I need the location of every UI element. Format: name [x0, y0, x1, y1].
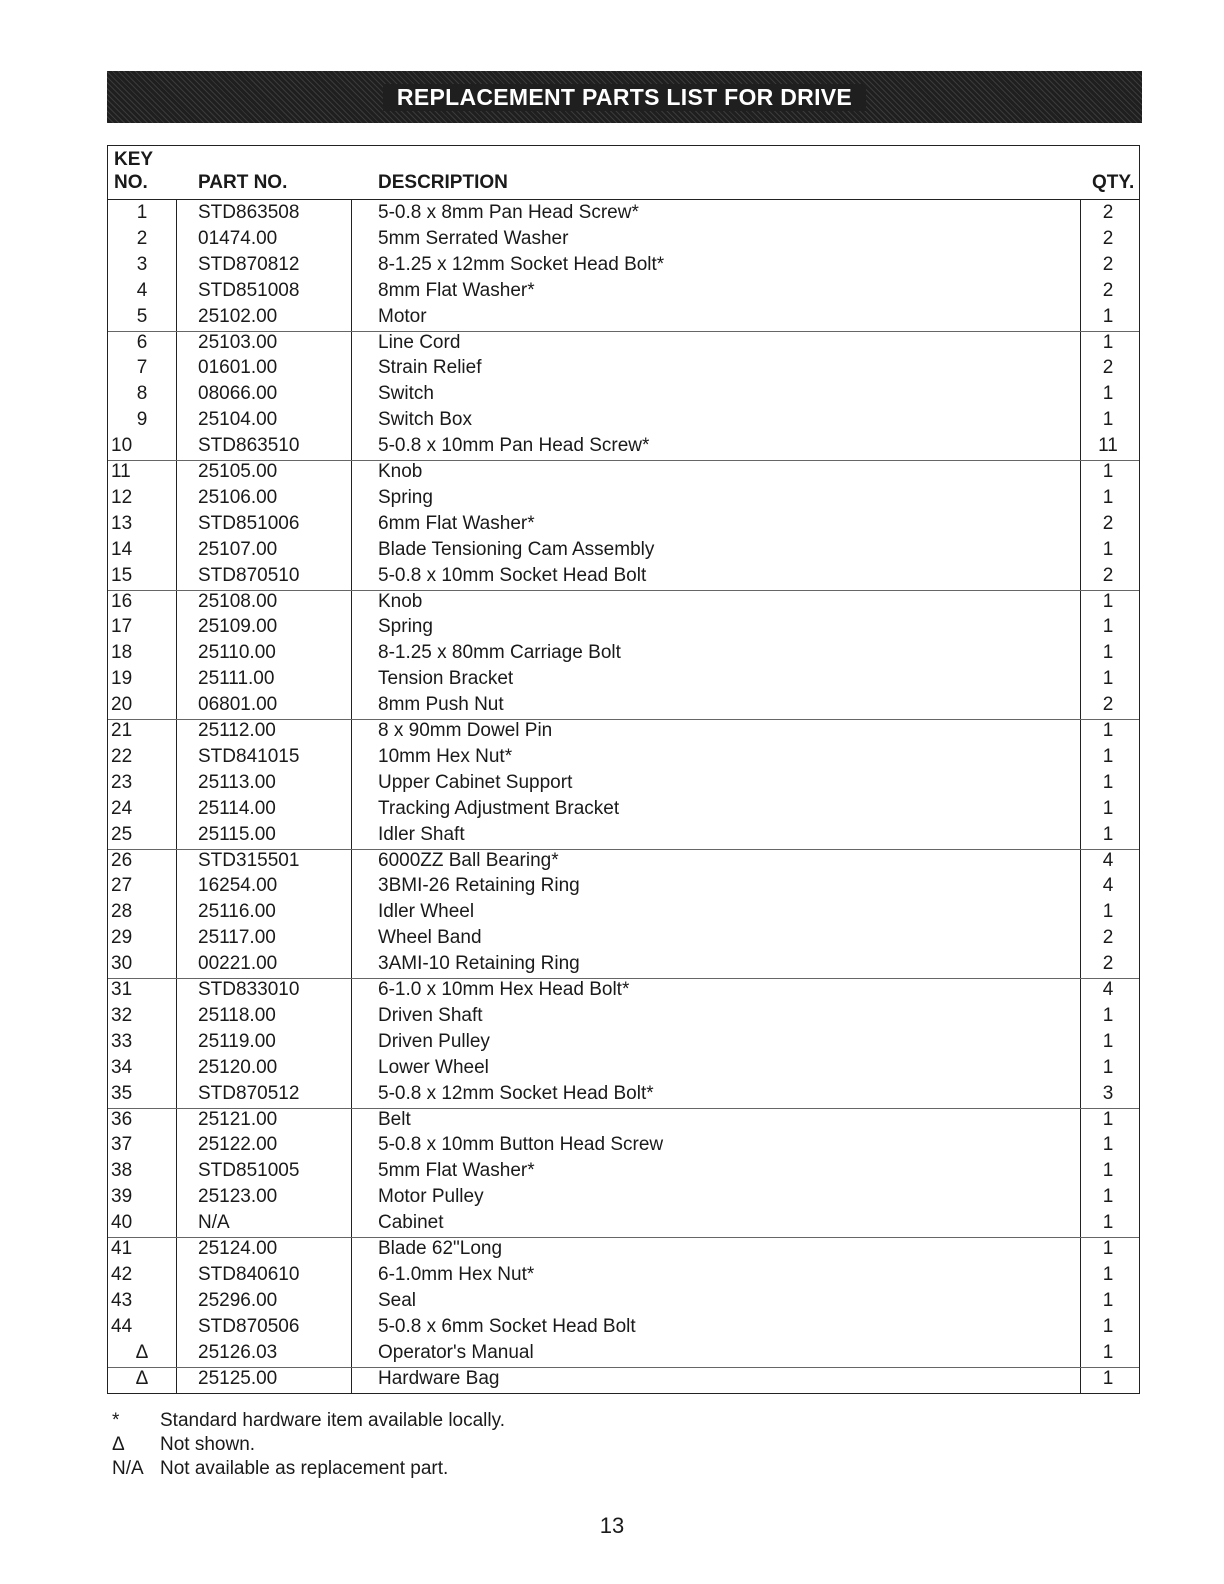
quantity-cell: 1: [1102, 538, 1114, 560]
part-number-cell: 01474.00: [198, 227, 278, 249]
quantity-cell: 11: [1098, 435, 1118, 457]
quantity-cell: 2: [1102, 564, 1114, 586]
description-cell: 6-1.0mm Hex Nut*: [378, 1263, 535, 1285]
title-banner: [107, 71, 1142, 123]
description-cell: 5-0.8 x 8mm Pan Head Screw*: [378, 202, 639, 223]
part-number-cell: STD840610: [198, 1263, 300, 1285]
description-cell: Cabinet: [378, 1212, 444, 1234]
quantity-cell: 1: [1102, 590, 1114, 612]
part-number-cell: 25114.00: [198, 797, 276, 819]
part-number-cell: STD841015: [198, 745, 300, 767]
quantity-cell: 2: [1102, 512, 1114, 534]
part-number-cell: 25118.00: [198, 1004, 276, 1026]
table-row: [108, 1134, 1139, 1160]
table-row: [108, 383, 1139, 409]
description-cell: 6000ZZ Ball Bearing*: [378, 849, 559, 871]
quantity-cell: 1: [1102, 1263, 1114, 1285]
part-number-cell: 25107.00: [198, 538, 278, 560]
key-number-cell: 22: [111, 745, 133, 767]
quantity-cell: 2: [1102, 953, 1114, 975]
part-number-cell: 06801.00: [198, 694, 278, 716]
key-number-cell: 44: [111, 1315, 133, 1337]
part-number-cell: 25111.00: [198, 668, 275, 690]
key-number-cell: 4: [136, 279, 148, 301]
part-number-cell: 08066.00: [198, 383, 278, 405]
quantity-cell: 2: [1102, 694, 1114, 716]
part-number-cell: 25102.00: [198, 305, 278, 327]
part-number-cell: STD863508: [198, 202, 300, 223]
table-row: [108, 1212, 1139, 1238]
description-cell: Wheel Band: [378, 927, 482, 949]
page-title: REPLACEMENT PARTS LIST FOR DRIVE: [383, 84, 866, 111]
table-row: [108, 850, 1139, 876]
key-number-cell: 3: [136, 253, 148, 275]
footnote-symbol: Δ: [112, 1434, 125, 1455]
quantity-cell: 2: [1102, 927, 1114, 949]
quantity-cell: 1: [1102, 305, 1114, 327]
description-cell: 5-0.8 x 12mm Socket Head Bolt*: [378, 1082, 654, 1104]
table-row: [108, 487, 1139, 513]
key-number-cell: 29: [111, 927, 133, 949]
key-number-cell: 42: [111, 1263, 133, 1285]
quantity-cell: 1: [1102, 901, 1114, 923]
quantity-cell: 1: [1102, 1004, 1114, 1026]
quantity-cell: 1: [1102, 1238, 1114, 1259]
quantity-cell: 1: [1102, 461, 1114, 482]
quantity-cell: 1: [1102, 1341, 1114, 1363]
part-number-cell: 25122.00: [198, 1134, 278, 1156]
key-number-cell: 30: [111, 953, 133, 975]
description-cell: Spring: [378, 616, 433, 638]
table-row: [108, 306, 1139, 332]
quantity-cell: 1: [1102, 745, 1114, 767]
table-row: [108, 746, 1139, 772]
table-row: [108, 642, 1139, 668]
key-number-cell: 23: [111, 771, 133, 793]
part-number-cell: 25124.00: [198, 1238, 278, 1259]
table-row: [108, 772, 1139, 798]
quantity-cell: 1: [1102, 642, 1114, 664]
description-cell: 5mm Serrated Washer: [378, 227, 569, 249]
part-number-cell: 25126.03: [198, 1341, 278, 1363]
description-cell: 8-1.25 x 12mm Socket Head Bolt*: [378, 253, 665, 275]
part-number-cell: 25109.00: [198, 616, 278, 638]
header-key-line2: NO.: [114, 172, 148, 193]
part-number-cell: STD833010: [198, 979, 300, 1000]
quantity-cell: 1: [1102, 1315, 1114, 1337]
description-cell: 5-0.8 x 6mm Socket Head Bolt: [378, 1315, 636, 1337]
key-number-cell: 15: [111, 564, 133, 586]
quantity-cell: 4: [1102, 875, 1114, 897]
key-number-cell: 41: [111, 1238, 133, 1259]
table-row: [108, 565, 1139, 591]
description-cell: Line Cord: [378, 331, 461, 353]
table-row: [108, 979, 1139, 1005]
part-number-cell: 25123.00: [198, 1186, 278, 1208]
table-row: [108, 1342, 1139, 1368]
table-row: [108, 1368, 1139, 1394]
key-number-cell: 24: [111, 797, 133, 819]
table-row: [108, 228, 1139, 254]
description-cell: 8-1.25 x 80mm Carriage Bolt: [378, 642, 621, 664]
quantity-cell: 3: [1102, 1082, 1114, 1104]
header-key-line1: KEY: [114, 149, 154, 170]
key-number-cell: 1: [136, 202, 148, 223]
description-cell: 8mm Flat Washer*: [378, 279, 535, 301]
part-number-cell: 16254.00: [198, 875, 278, 897]
key-number-cell: 25: [111, 823, 133, 845]
key-number-cell: 31: [111, 979, 133, 1000]
header-description: DESCRIPTION: [378, 172, 508, 193]
part-number-cell: STD870812: [198, 253, 300, 275]
key-number-cell: 10: [111, 435, 133, 457]
part-number-cell: 25113.00: [198, 771, 276, 793]
table-row: [108, 357, 1139, 383]
description-cell: 5mm Flat Washer*: [378, 1160, 535, 1182]
part-number-cell: 25106.00: [198, 486, 278, 508]
part-number-cell: 25104.00: [198, 409, 278, 431]
quantity-cell: 1: [1102, 331, 1114, 353]
quantity-cell: 1: [1102, 1134, 1114, 1156]
description-cell: Driven Pulley: [378, 1030, 490, 1052]
table-row: [108, 694, 1139, 720]
quantity-cell: 1: [1102, 616, 1114, 638]
part-number-cell: 25121.00: [198, 1108, 278, 1130]
key-number-cell: 40: [111, 1212, 133, 1234]
quantity-cell: 2: [1102, 357, 1114, 379]
description-cell: 3AMI-10 Retaining Ring: [378, 953, 580, 975]
table-row: [108, 1005, 1139, 1031]
description-cell: Tracking Adjustment Bracket: [378, 797, 620, 819]
key-number-cell: 12: [111, 486, 133, 508]
key-number-cell: 9: [136, 409, 148, 431]
quantity-cell: 1: [1102, 486, 1114, 508]
description-cell: 10mm Hex Nut*: [378, 745, 513, 767]
key-number-cell: 13: [111, 512, 133, 534]
key-number-cell: 21: [111, 720, 133, 741]
description-cell: Idler Wheel: [378, 901, 475, 923]
quantity-cell: 1: [1102, 1108, 1114, 1130]
quantity-cell: 2: [1102, 227, 1114, 249]
part-number-cell: 25108.00: [198, 590, 278, 612]
quantity-cell: 1: [1102, 1367, 1114, 1389]
part-number-cell: STD870512: [198, 1082, 300, 1104]
table-row: [108, 875, 1139, 901]
quantity-cell: 1: [1102, 409, 1114, 431]
table-row: [108, 202, 1139, 228]
table-row: [108, 461, 1139, 487]
part-number-cell: 01601.00: [198, 357, 278, 379]
table-row: [108, 1264, 1139, 1290]
part-number-cell: 25112.00: [198, 720, 276, 741]
quantity-cell: 1: [1102, 383, 1114, 405]
part-number-cell: 25119.00: [198, 1030, 276, 1052]
table-row: [108, 953, 1139, 979]
table-row: [108, 280, 1139, 306]
key-number-cell: 27: [111, 875, 133, 897]
description-cell: Knob: [378, 461, 423, 482]
part-number-cell: 25296.00: [198, 1289, 278, 1311]
table-row: [108, 720, 1139, 746]
key-number-cell: 8: [136, 383, 148, 405]
description-cell: Operator's Manual: [378, 1341, 534, 1363]
table-row: [108, 927, 1139, 953]
part-number-cell: 25115.00: [198, 823, 276, 845]
footnote-symbol: *: [112, 1410, 120, 1431]
table-row: [108, 513, 1139, 539]
key-number-cell: Δ: [135, 1367, 149, 1389]
table-row: [108, 824, 1139, 850]
table-row: [108, 616, 1139, 642]
description-cell: Upper Cabinet Support: [378, 771, 573, 793]
key-number-cell: 16: [111, 590, 133, 612]
key-number-cell: 6: [136, 331, 148, 353]
key-number-cell: 36: [111, 1108, 133, 1130]
quantity-cell: 4: [1102, 979, 1114, 1000]
page-number: 13: [599, 1513, 625, 1538]
key-number-cell: 19: [111, 668, 133, 690]
description-cell: 6-1.0 x 10mm Hex Head Bolt*: [378, 979, 630, 1000]
quantity-cell: 1: [1102, 720, 1114, 741]
table-row: [108, 591, 1139, 617]
description-cell: Switch Box: [378, 409, 472, 431]
quantity-cell: 1: [1102, 668, 1114, 690]
table-row: [108, 1316, 1139, 1342]
key-number-cell: 35: [111, 1082, 133, 1104]
description-cell: Idler Shaft: [378, 823, 465, 845]
key-number-cell: 33: [111, 1030, 133, 1052]
part-number-cell: 25103.00: [198, 331, 278, 353]
table-row: [108, 539, 1139, 565]
key-number-cell: 26: [111, 849, 133, 871]
quantity-cell: 1: [1102, 1160, 1114, 1182]
key-number-cell: 37: [111, 1134, 133, 1156]
footnote-text: Not available as replacement part.: [160, 1458, 449, 1479]
table-row: [108, 435, 1139, 461]
table-row: [108, 1238, 1139, 1264]
key-number-cell: 5: [136, 305, 148, 327]
quantity-cell: 1: [1102, 797, 1114, 819]
description-cell: Switch: [378, 383, 434, 405]
table-row: [108, 409, 1139, 435]
quantity-cell: 1: [1102, 823, 1114, 845]
description-cell: Lower Wheel: [378, 1056, 489, 1078]
description-cell: Spring: [378, 486, 433, 508]
key-number-cell: 20: [111, 694, 133, 716]
description-cell: 5-0.8 x 10mm Button Head Screw: [378, 1134, 664, 1156]
table-row: [108, 332, 1139, 358]
description-cell: Blade Tensioning Cam Assembly: [378, 538, 655, 560]
description-cell: 8 x 90mm Dowel Pin: [378, 720, 553, 741]
key-number-cell: 38: [111, 1160, 133, 1182]
description-cell: 3BMI-26 Retaining Ring: [378, 875, 580, 897]
table-row: [108, 668, 1139, 694]
key-number-cell: 32: [111, 1004, 133, 1026]
description-cell: 5-0.8 x 10mm Socket Head Bolt: [378, 564, 647, 586]
header-qty: QTY.: [1092, 172, 1135, 193]
header-divider: [108, 199, 1139, 200]
description-cell: Knob: [378, 590, 423, 612]
quantity-cell: 4: [1102, 849, 1114, 871]
key-number-cell: 17: [111, 616, 133, 638]
table-row: [108, 1031, 1139, 1057]
part-number-cell: STD870510: [198, 564, 300, 586]
description-cell: Hardware Bag: [378, 1367, 500, 1389]
description-cell: Seal: [378, 1289, 417, 1311]
parts-table: [107, 145, 1140, 1394]
quantity-cell: 1: [1102, 1030, 1114, 1052]
table-row: [108, 901, 1139, 927]
footnote-text: Not shown.: [160, 1434, 256, 1455]
footnote-symbol: N/A: [112, 1458, 144, 1479]
key-number-cell: 39: [111, 1186, 133, 1208]
quantity-cell: 1: [1102, 771, 1114, 793]
key-number-cell: 43: [111, 1289, 133, 1311]
quantity-cell: 1: [1102, 1289, 1114, 1311]
description-cell: Belt: [378, 1108, 411, 1130]
table-row: [108, 798, 1139, 824]
part-number-cell: N/A: [198, 1212, 230, 1234]
header-part-no: PART NO.: [198, 172, 288, 193]
description-cell: Tension Bracket: [378, 668, 514, 690]
key-number-cell: 18: [111, 642, 133, 664]
quantity-cell: 1: [1102, 1056, 1114, 1078]
part-number-cell: 00221.00: [198, 953, 278, 975]
table-row: [108, 1109, 1139, 1135]
description-cell: Motor: [378, 305, 427, 327]
description-cell: Blade 62"Long: [378, 1238, 503, 1259]
part-number-cell: 25125.00: [198, 1367, 278, 1389]
quantity-cell: 1: [1102, 1186, 1114, 1208]
part-number-cell: 25120.00: [198, 1056, 278, 1078]
description-cell: 5-0.8 x 10mm Pan Head Screw*: [378, 435, 650, 457]
key-number-cell: 28: [111, 901, 133, 923]
description-cell: Motor Pulley: [378, 1186, 484, 1208]
quantity-cell: 2: [1102, 202, 1114, 223]
part-number-cell: STD851005: [198, 1160, 300, 1182]
part-number-cell: 25116.00: [198, 901, 276, 923]
description-cell: Strain Relief: [378, 357, 482, 379]
part-number-cell: 25117.00: [198, 927, 276, 949]
table-row: [108, 1083, 1139, 1109]
quantity-cell: 1: [1102, 1212, 1114, 1234]
description-cell: 8mm Push Nut: [378, 694, 504, 716]
part-number-cell: STD851006: [198, 512, 300, 534]
key-number-cell: 2: [136, 227, 148, 249]
key-number-cell: Δ: [135, 1341, 149, 1363]
table-row: [108, 1057, 1139, 1083]
description-cell: 6mm Flat Washer*: [378, 512, 535, 534]
part-number-cell: STD851008: [198, 279, 300, 301]
description-cell: Driven Shaft: [378, 1004, 483, 1026]
key-number-cell: 34: [111, 1056, 133, 1078]
key-number-cell: 11: [111, 461, 131, 482]
part-number-cell: 25105.00: [198, 461, 278, 482]
key-number-cell: 7: [136, 357, 148, 379]
table-row: [108, 254, 1139, 280]
quantity-cell: 2: [1102, 253, 1114, 275]
part-number-cell: 25110.00: [198, 642, 276, 664]
part-number-cell: STD870506: [198, 1315, 300, 1337]
table-row: [108, 1186, 1139, 1212]
quantity-cell: 2: [1102, 279, 1114, 301]
part-number-cell: STD315501: [198, 849, 300, 871]
key-number-cell: 14: [111, 538, 133, 560]
part-number-cell: STD863510: [198, 435, 300, 457]
table-row: [108, 1290, 1139, 1316]
table-row: [108, 1160, 1139, 1186]
footnote-text: Standard hardware item available locally.: [160, 1410, 505, 1431]
